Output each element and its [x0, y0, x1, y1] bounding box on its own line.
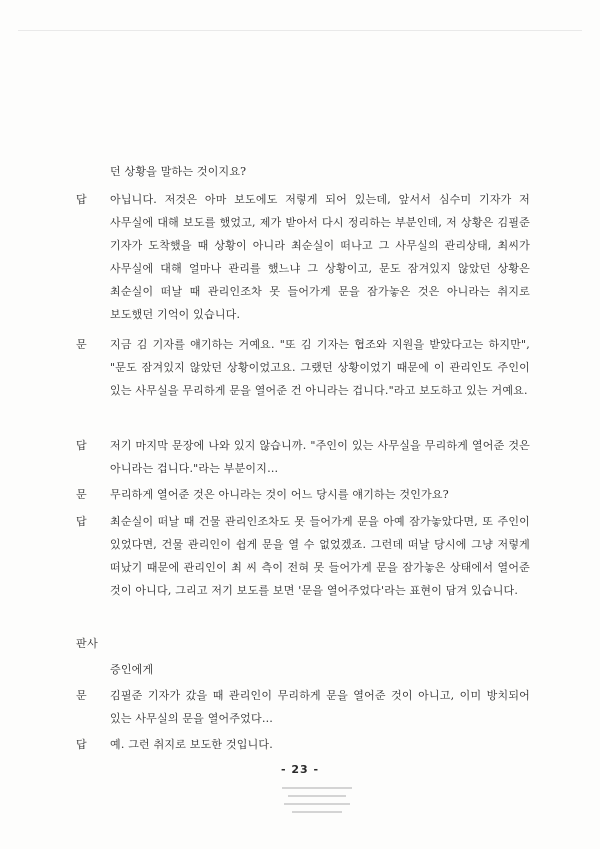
entry-text: 지금 김 기자를 얘기하는 거예요. "또 김 기자는 협조와 지원을 받았다고는 하지만", "문도 잠겨있지 않았던 상황이었고요. 그랬던 상황이었기 때문에 이 관리인도 주인이 있는 사무실을 무리하게 문을 열어준 건 아니라는 겁니다."라고 보도하고 있는 거예요.	[110, 338, 530, 397]
speaker-label: 문	[76, 488, 88, 501]
entry-text: 최순실이 떠날 때 건물 관리인조차도 못 들어가게 문을 아예 잠가놓았다면, 또 주인이 있었다면, 건물 관리인이 쉽게 문을 열 수 없었겠죠. 그런데 떠날 당시에 그냥 저렇게 떠났기 때문에 관리인이 최 씨 측이 전혀 못 들어가게 문을 잠가놓은 상태에서 열어준 것이 아니다, 그리고 저기 보도를 보면 '문을 열어주었다'라는 표현이 담겨 있습니다.	[110, 515, 530, 597]
page-number: - 23 -	[280, 763, 320, 776]
speaker-label: 답	[76, 738, 88, 751]
speaker-label: 답	[76, 193, 88, 206]
entry-text: 무리하게 열어준 것은 아니라는 것이 어느 당시를 얘기하는 것인가요?	[110, 488, 449, 501]
scan-artifact-line	[18, 30, 582, 31]
entry-text: 증인에게	[110, 663, 154, 676]
entry-text: 저기 마지막 문장에 나와 있지 않습니까. "주인이 있는 사무실을 무리하게 열어준 것은 아니라는 겁니다."라는 부분이지…	[110, 439, 530, 475]
entry-text: 아닙니다. 저것은 아마 보도에도 저렇게 되어 있는데, 앞서서 심수미 기자가 저 사무실에 대해 보도를 했었고, 제가 받아서 다시 정리하는 부분인데, 저 상황은 김필준 기자가 도착했을 때 상황이 아니라 최순실이 떠나고 그 사무실의 관리상태, 최씨가 사무실에 대해 얼마나 관리를 했느냐 그 상황이고, 문도 잠겨있지 않았던 상황은 최순실이 떠날 때 관리인조차 못 들어가게 문을 잠가놓은 것은 아니라는 취지로 보도했던 기억이 있습니다.	[110, 193, 530, 321]
speaker-label: 답	[76, 515, 88, 528]
entry-text: 예. 그런 취지로 보도한 것입니다.	[110, 738, 273, 751]
faint-stamp-mark	[282, 783, 358, 819]
entry-text: 김필준 기자가 갔을 때 관리인이 무리하게 문을 열어준 것이 아니고, 이미 방치되어 있는 사무실의 문을 열어주었다…	[110, 689, 530, 725]
speaker-label: 문	[76, 338, 88, 351]
speaker-label: 답	[76, 439, 88, 452]
speaker-label: 문	[76, 689, 88, 702]
entry-text: 던 상황을 말하는 것이지요?	[110, 165, 247, 178]
speaker-label: 판사	[76, 637, 99, 650]
